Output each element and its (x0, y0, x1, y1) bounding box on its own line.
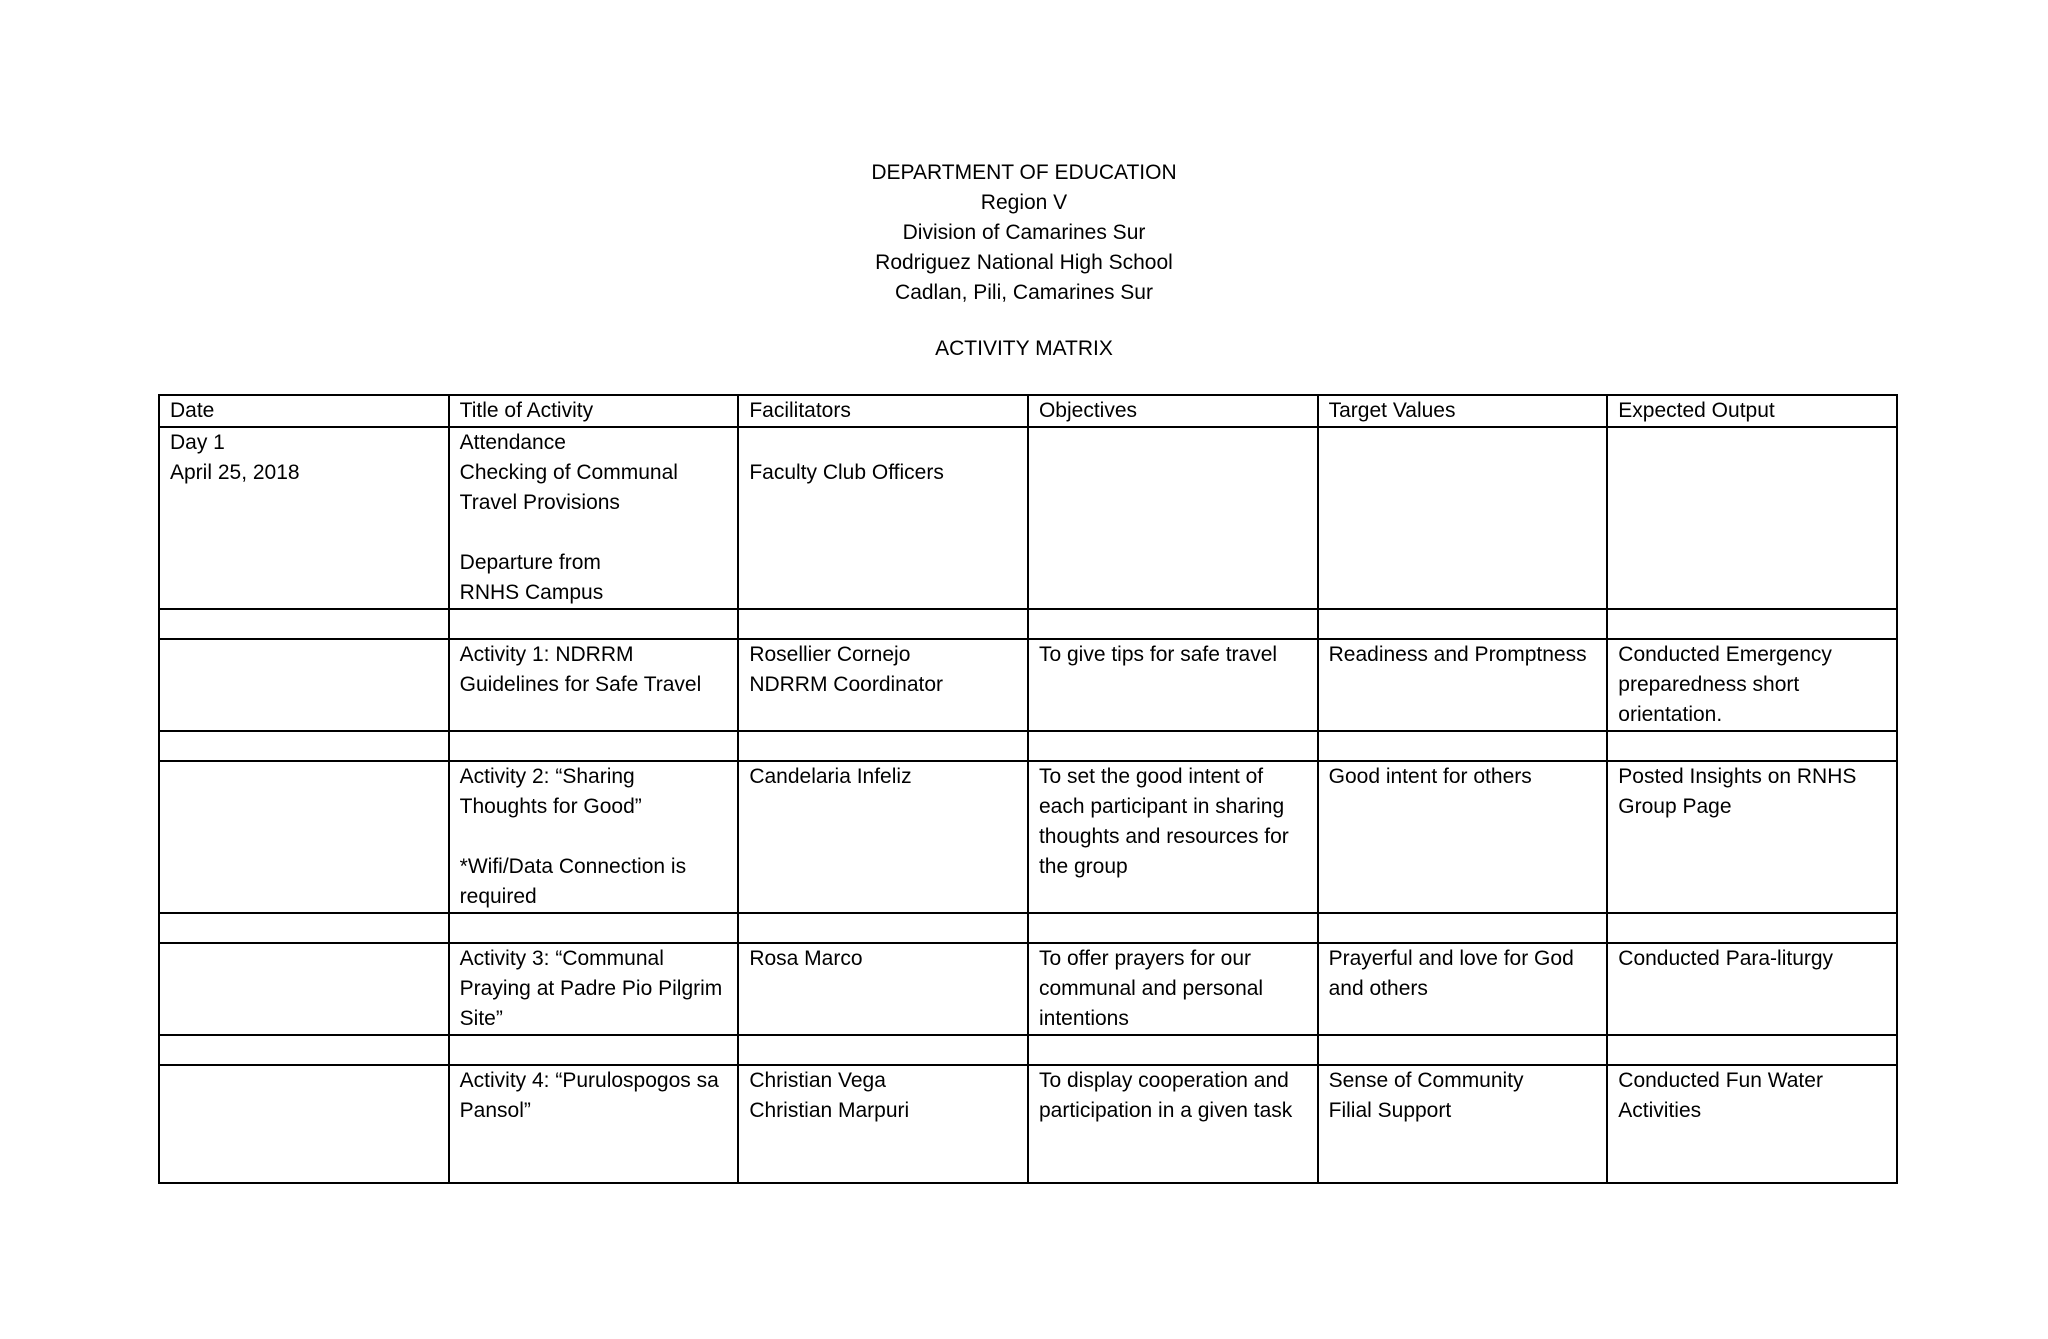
column-header-facilitators: Facilitators (738, 395, 1028, 427)
cell-expected-output: Conducted Para-liturgy (1607, 943, 1897, 1035)
empty-cell (738, 609, 1028, 639)
cell-facilitators: Faculty Club Officers (738, 427, 1028, 609)
empty-cell (1028, 913, 1318, 943)
empty-cell (449, 1035, 739, 1065)
cell-title: Attendance Checking of Communal Travel Provisions Departure from RNHS Campus (449, 427, 739, 609)
empty-cell (449, 609, 739, 639)
header-region: Region V (980, 191, 1068, 214)
document-header (0, 158, 2048, 308)
cell-expected-output: Conducted Fun Water Activities (1607, 1065, 1897, 1183)
empty-cell (1028, 609, 1318, 639)
empty-cell (159, 1035, 449, 1065)
empty-cell (1028, 731, 1318, 761)
cell-title: Activity 2: “Sharing Thoughts for Good” *Wifi/Data Connection is required (449, 761, 739, 913)
cell-date (159, 761, 449, 913)
cell-date (159, 639, 449, 731)
header-division: Division of Camarines Sur (902, 221, 1146, 244)
table-row (159, 761, 1897, 913)
column-header-target-values: Target Values (1318, 395, 1608, 427)
table-row (159, 639, 1897, 731)
empty-cell (1318, 913, 1608, 943)
spacer-row (159, 913, 1897, 943)
cell-title: Activity 3: “Communal Praying at Padre Pio Pilgrim Site” (449, 943, 739, 1035)
cell-objectives: To give tips for safe travel (1028, 639, 1318, 731)
header-school: Rodriguez National High School (875, 251, 1173, 274)
empty-cell (1318, 731, 1608, 761)
spacer-row (159, 731, 1897, 761)
cell-title: Activity 1: NDRRM Guidelines for Safe Travel (449, 639, 739, 731)
empty-cell (1318, 1035, 1608, 1065)
table-row (159, 427, 1897, 609)
empty-cell (1607, 1035, 1897, 1065)
document-title: ACTIVITY MATRIX (935, 337, 1113, 360)
header-department: DEPARTMENT OF EDUCATION (871, 161, 1177, 184)
cell-expected-output (1607, 427, 1897, 609)
cell-title: Activity 4: “Purulospogos sa Pansol” (449, 1065, 739, 1183)
activity-matrix-table (158, 394, 1898, 1184)
cell-facilitators: Christian Vega Christian Marpuri (738, 1065, 1028, 1183)
cell-date: Day 1 April 25, 2018 (159, 427, 449, 609)
cell-facilitators: Rosa Marco (738, 943, 1028, 1035)
empty-cell (1607, 609, 1897, 639)
empty-cell (738, 731, 1028, 761)
cell-target-values: Sense of Community Filial Support (1318, 1065, 1608, 1183)
empty-cell (159, 913, 449, 943)
table-row (159, 943, 1897, 1035)
empty-cell (738, 1035, 1028, 1065)
empty-cell (738, 913, 1028, 943)
cell-expected-output: Conducted Emergency preparedness short orientation. (1607, 639, 1897, 731)
cell-target-values: Good intent for others (1318, 761, 1608, 913)
empty-cell (159, 609, 449, 639)
cell-target-values (1318, 427, 1608, 609)
spacer-row (159, 609, 1897, 639)
empty-cell (1607, 731, 1897, 761)
empty-cell (1607, 913, 1897, 943)
empty-cell (1318, 609, 1608, 639)
empty-cell (1028, 1035, 1318, 1065)
cell-objectives: To display cooperation and participation in a given task (1028, 1065, 1318, 1183)
cell-date (159, 1065, 449, 1183)
cell-date (159, 943, 449, 1035)
cell-target-values: Prayerful and love for God and others (1318, 943, 1608, 1035)
cell-objectives (1028, 427, 1318, 609)
empty-cell (159, 731, 449, 761)
spacer-row (159, 1035, 1897, 1065)
cell-facilitators: Rosellier Cornejo NDRRM Coordinator (738, 639, 1028, 731)
column-header-expected-output: Expected Output (1607, 395, 1897, 427)
header-address: Cadlan, Pili, Camarines Sur (895, 281, 1153, 304)
cell-expected-output: Posted Insights on RNHS Group Page (1607, 761, 1897, 913)
column-header-objectives: Objectives (1028, 395, 1318, 427)
cell-objectives: To offer prayers for our communal and personal intentions (1028, 943, 1318, 1035)
cell-target-values: Readiness and Promptness (1318, 639, 1608, 731)
cell-objectives: To set the good intent of each participant in sharing thoughts and resources for the group (1028, 761, 1318, 913)
column-header-date: Date (159, 395, 449, 427)
empty-cell (449, 731, 739, 761)
cell-facilitators: Candelaria Infeliz (738, 761, 1028, 913)
table-header-row (159, 395, 1897, 427)
empty-cell (449, 913, 739, 943)
column-header-title: Title of Activity (449, 395, 739, 427)
table-row (159, 1065, 1897, 1183)
